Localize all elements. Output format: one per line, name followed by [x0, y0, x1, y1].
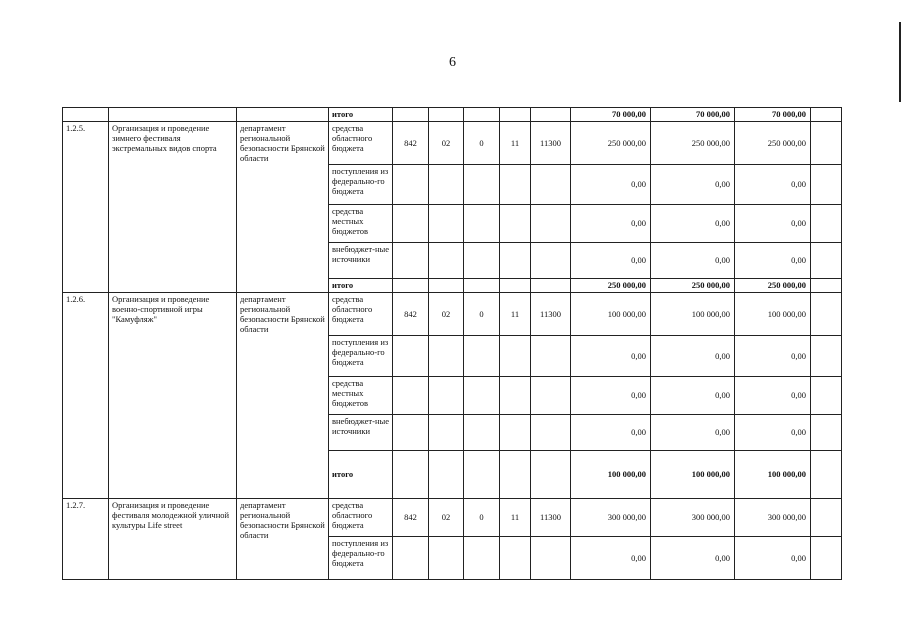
- budget-code-cell: [531, 243, 571, 279]
- amount-cell: 100 000,00: [571, 293, 651, 336]
- item-title: Организация и проведение военно-спортивной игры "Камуфляж": [109, 293, 237, 499]
- amount-cell: 0,00: [571, 205, 651, 243]
- amount-cell: 0,00: [571, 537, 651, 580]
- amount-cell: 0,00: [651, 205, 735, 243]
- source-label: средства местных бюджетов: [329, 377, 393, 415]
- budget-code-cell: [500, 165, 531, 205]
- budget-code-cell: [531, 451, 571, 499]
- blank-cell: [811, 377, 842, 415]
- item-executor: департамент региональной безопасности Брянской области: [237, 293, 329, 499]
- table-body: [63, 108, 842, 580]
- item-title: Организация и проведение фестиваля молодежной уличной культуры Life street: [109, 499, 237, 580]
- budget-code-cell: [464, 377, 500, 415]
- amount-cell: 300 000,00: [571, 499, 651, 537]
- blank-cell: [811, 205, 842, 243]
- blank-cell: [811, 243, 842, 279]
- budget-code-cell: [500, 336, 531, 377]
- amount-cell: 0,00: [571, 336, 651, 377]
- budget-code-cell: 11: [500, 122, 531, 165]
- budget-code-cell: [393, 415, 429, 451]
- table-row-top-total: [63, 108, 842, 122]
- blank-cell: [811, 122, 842, 165]
- budget-code-cell: [464, 336, 500, 377]
- amount-cell: 0,00: [651, 336, 735, 377]
- amount-cell: 300 000,00: [735, 499, 811, 537]
- amount-cell: 0,00: [735, 336, 811, 377]
- amount-cell: 250 000,00: [735, 122, 811, 165]
- item-number: 1.2.5.: [63, 122, 109, 293]
- source-label: итого: [329, 451, 393, 499]
- table-row: [63, 293, 842, 336]
- amount-cell: 250 000,00: [651, 122, 735, 165]
- amount-cell: 0,00: [735, 243, 811, 279]
- budget-code-cell: [531, 336, 571, 377]
- budget-code-cell: 11: [500, 293, 531, 336]
- budget-code-cell: [464, 415, 500, 451]
- budget-code-cell: [429, 165, 464, 205]
- amount-cell: 70 000,00: [571, 108, 651, 122]
- budget-code-cell: [429, 279, 464, 293]
- source-label: внебюджет-ные источники: [329, 243, 393, 279]
- blank-cell: [811, 279, 842, 293]
- blank-cell: [811, 499, 842, 537]
- budget-code-cell: [464, 279, 500, 293]
- budget-code-cell: [464, 165, 500, 205]
- amount-cell: 0,00: [651, 165, 735, 205]
- amount-cell: 0,00: [735, 537, 811, 580]
- amount-cell: 70 000,00: [735, 108, 811, 122]
- source-label: средства областного бюджета: [329, 499, 393, 537]
- amount-cell: 100 000,00: [571, 451, 651, 499]
- budget-code-cell: 11: [500, 499, 531, 537]
- budget-code-cell: 11300: [531, 499, 571, 537]
- amount-cell: 70 000,00: [651, 108, 735, 122]
- source-label: средства местных бюджетов: [329, 205, 393, 243]
- amount-cell: 100 000,00: [651, 451, 735, 499]
- budget-code-cell: [464, 205, 500, 243]
- budget-code-cell: [393, 377, 429, 415]
- budget-code-cell: 02: [429, 499, 464, 537]
- budget-code-cell: [500, 377, 531, 415]
- budget-code-cell: [500, 537, 531, 580]
- budget-code-cell: [531, 415, 571, 451]
- item-number: 1.2.7.: [63, 499, 109, 580]
- budget-code-cell: [393, 165, 429, 205]
- amount-cell: 250 000,00: [571, 279, 651, 293]
- budget-code-cell: [429, 451, 464, 499]
- blank-cell: [811, 415, 842, 451]
- budget-code-cell: [500, 415, 531, 451]
- budget-code-cell: 0: [464, 122, 500, 165]
- amount-cell: 0,00: [571, 243, 651, 279]
- budget-code-cell: [429, 415, 464, 451]
- item-executor: департамент региональной безопасности Брянской области: [237, 499, 329, 580]
- budget-code-cell: [393, 451, 429, 499]
- budget-code-cell: [429, 205, 464, 243]
- amount-cell: 250 000,00: [651, 279, 735, 293]
- budget-code-cell: [531, 165, 571, 205]
- amount-cell: 0,00: [735, 165, 811, 205]
- budget-code-cell: 11300: [531, 122, 571, 165]
- source-label: внебюджет-ные источники: [329, 415, 393, 451]
- budget-code-cell: 02: [429, 293, 464, 336]
- amount-cell: 0,00: [651, 415, 735, 451]
- budget-code-cell: [393, 243, 429, 279]
- budget-code-cell: [531, 205, 571, 243]
- budget-code-cell: 02: [429, 122, 464, 165]
- budget-code-cell: 842: [393, 499, 429, 537]
- budget-code-cell: [464, 537, 500, 580]
- blank-cell: [811, 537, 842, 580]
- budget-code-cell: [500, 451, 531, 499]
- budget-code-cell: [531, 537, 571, 580]
- amount-cell: 250 000,00: [571, 122, 651, 165]
- budget-code-cell: [429, 336, 464, 377]
- amount-cell: 100 000,00: [651, 293, 735, 336]
- item-executor: департамент региональной безопасности Брянской области: [237, 122, 329, 293]
- budget-code-cell: 0: [464, 293, 500, 336]
- budget-code-cell: [531, 377, 571, 415]
- budget-code-cell: [464, 243, 500, 279]
- amount-cell: 0,00: [735, 415, 811, 451]
- amount-cell: 0,00: [571, 377, 651, 415]
- budget-code-cell: 842: [393, 293, 429, 336]
- blank-cell: [811, 165, 842, 205]
- budget-table: [62, 107, 842, 580]
- budget-code-cell: 842: [393, 122, 429, 165]
- source-label: поступления из федерально-го бюджета: [329, 165, 393, 205]
- budget-code-cell: [429, 377, 464, 415]
- amount-cell: 0,00: [651, 537, 735, 580]
- budget-code-cell: [429, 537, 464, 580]
- source-label: поступления из федерально-го бюджета: [329, 537, 393, 580]
- budget-code-cell: [393, 279, 429, 293]
- budget-code-cell: [464, 451, 500, 499]
- source-label: итого: [329, 108, 393, 122]
- page-number: 6: [449, 55, 456, 70]
- budget-code-cell: [393, 537, 429, 580]
- budget-code-cell: 0: [464, 499, 500, 537]
- blank-cell: [811, 451, 842, 499]
- budget-code-cell: [500, 243, 531, 279]
- item-title: Организация и проведение зимнего фестиваля экстремальных видов спорта: [109, 122, 237, 293]
- budget-code-cell: [393, 205, 429, 243]
- budget-code-cell: 11300: [531, 293, 571, 336]
- amount-cell: 100 000,00: [735, 293, 811, 336]
- amount-cell: 0,00: [571, 415, 651, 451]
- budget-code-cell: [429, 243, 464, 279]
- budget-code-cell: [500, 205, 531, 243]
- amount-cell: 0,00: [735, 377, 811, 415]
- budget-code-cell: [500, 279, 531, 293]
- amount-cell: 0,00: [651, 243, 735, 279]
- budget-code-cell: [393, 336, 429, 377]
- blank-cell: [811, 293, 842, 336]
- amount-cell: 250 000,00: [735, 279, 811, 293]
- item-number: 1.2.6.: [63, 293, 109, 499]
- source-label: итого: [329, 279, 393, 293]
- source-label: поступления из федерально-го бюджета: [329, 336, 393, 377]
- amount-cell: 0,00: [571, 165, 651, 205]
- table-row: [63, 122, 842, 165]
- source-label: средства областного бюджета: [329, 122, 393, 165]
- amount-cell: 300 000,00: [651, 499, 735, 537]
- blank-cell: [811, 336, 842, 377]
- source-label: средства областного бюджета: [329, 293, 393, 336]
- budget-code-cell: [531, 279, 571, 293]
- amount-cell: 100 000,00: [735, 451, 811, 499]
- amount-cell: 0,00: [735, 205, 811, 243]
- table-row: [63, 499, 842, 537]
- amount-cell: 0,00: [651, 377, 735, 415]
